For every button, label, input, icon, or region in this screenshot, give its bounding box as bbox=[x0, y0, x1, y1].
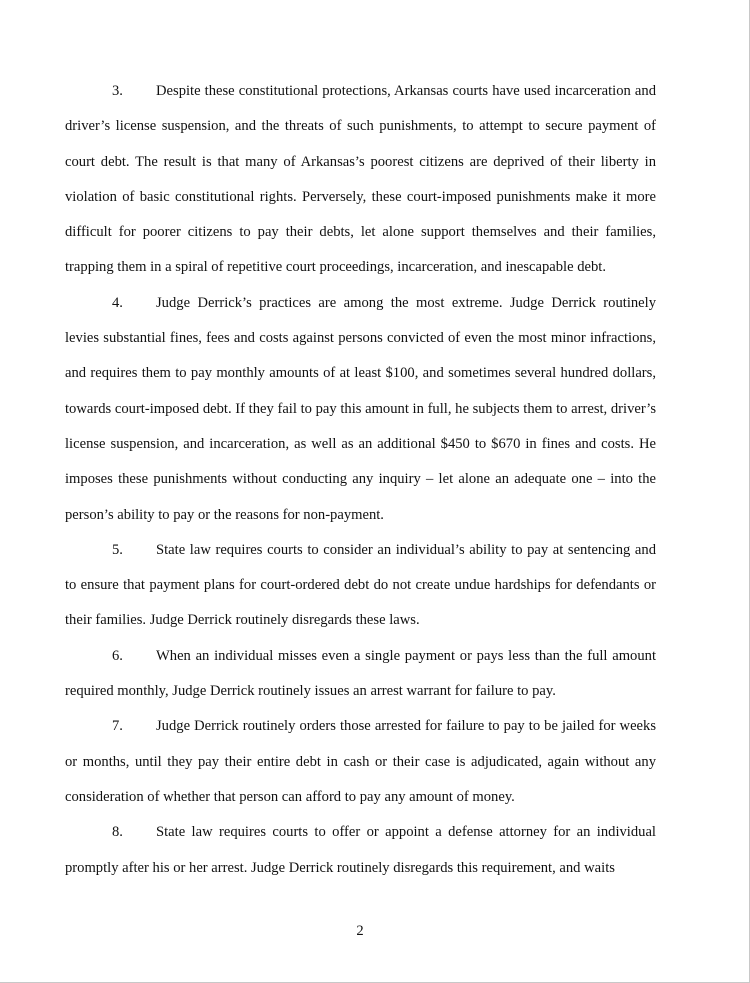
paragraph-5 bbox=[65, 533, 656, 639]
paragraph-text: Judge Derrick routinely orders those arrested for failure to pay to be jailed for weeks or months, until they pay their entire debt in cash or their case is adjudicated, again without any consideration of whether that person can afford to pay any amount of money. bbox=[65, 718, 656, 805]
paragraph-text: Despite these constitutional protections, Arkansas courts have used incarceration and driver’s license suspension, and the threats of such punishments, to attempt to secure payment of court debt. The result is that many of Arkansas’s poorest citizens are deprived of their liberty in violation of basic constitutional rights. Perversely, these court-imposed punishments make it more difficult for poorer citizens to pay their debts, let alone support themselves and their families, trapping them in a spiral of repetitive court proceedings, incarceration, and inescapable debt. bbox=[65, 83, 656, 276]
paragraph-4 bbox=[65, 286, 656, 533]
paragraph-text: When an individual misses even a single payment or pays less than the full amount required monthly, Judge Derrick routinely issues an arrest warrant for failure to pay. bbox=[65, 647, 656, 700]
paragraph-number: 3. bbox=[112, 83, 123, 99]
paragraph-number: 8. bbox=[112, 824, 123, 841]
paragraph-number: 4. bbox=[112, 294, 123, 311]
paragraph-number: 5. bbox=[112, 541, 123, 558]
document-body bbox=[65, 74, 656, 886]
paragraph-text: State law requires courts to offer or appoint a defense attorney for an individual promptly after his or her arrest. Judge Derrick routinely disregards this requirement, and waits bbox=[65, 824, 656, 876]
paragraph-text: Judge Derrick’s practices are among the most extreme. Judge Derrick routinely levies substantial fines, fees and costs against persons convicted of even the most minor infractions, and requires them to pay monthly amounts of at least $100, and sometimes several hundred dollars, towards court-imposed debt. If they fail to pay this amount in full, he subjects them to arrest, driver’s license suspension, and incarceration, as well as an additional $450 to $670 in fines and costs. He imposes these punishments without conducting any inquiry – let alone an adequate one – into the person’s ability to pay or the reasons for non-payment. bbox=[65, 294, 656, 523]
paragraph-number: 6. bbox=[112, 647, 123, 664]
paragraph-text: State law requires courts to consider an individual’s ability to pay at sentencing and to ensure that payment plans for court-ordered debt do not create undue hardships for defendants or their families. Judge Derrick routinely disregards these laws. bbox=[65, 541, 656, 629]
paragraph-3 bbox=[65, 74, 656, 286]
paragraph-6 bbox=[65, 639, 656, 710]
page-number: 2 bbox=[356, 923, 364, 939]
paragraph-7 bbox=[65, 709, 656, 815]
paragraph-8 bbox=[65, 815, 656, 886]
paragraph-number: 7. bbox=[112, 718, 123, 735]
